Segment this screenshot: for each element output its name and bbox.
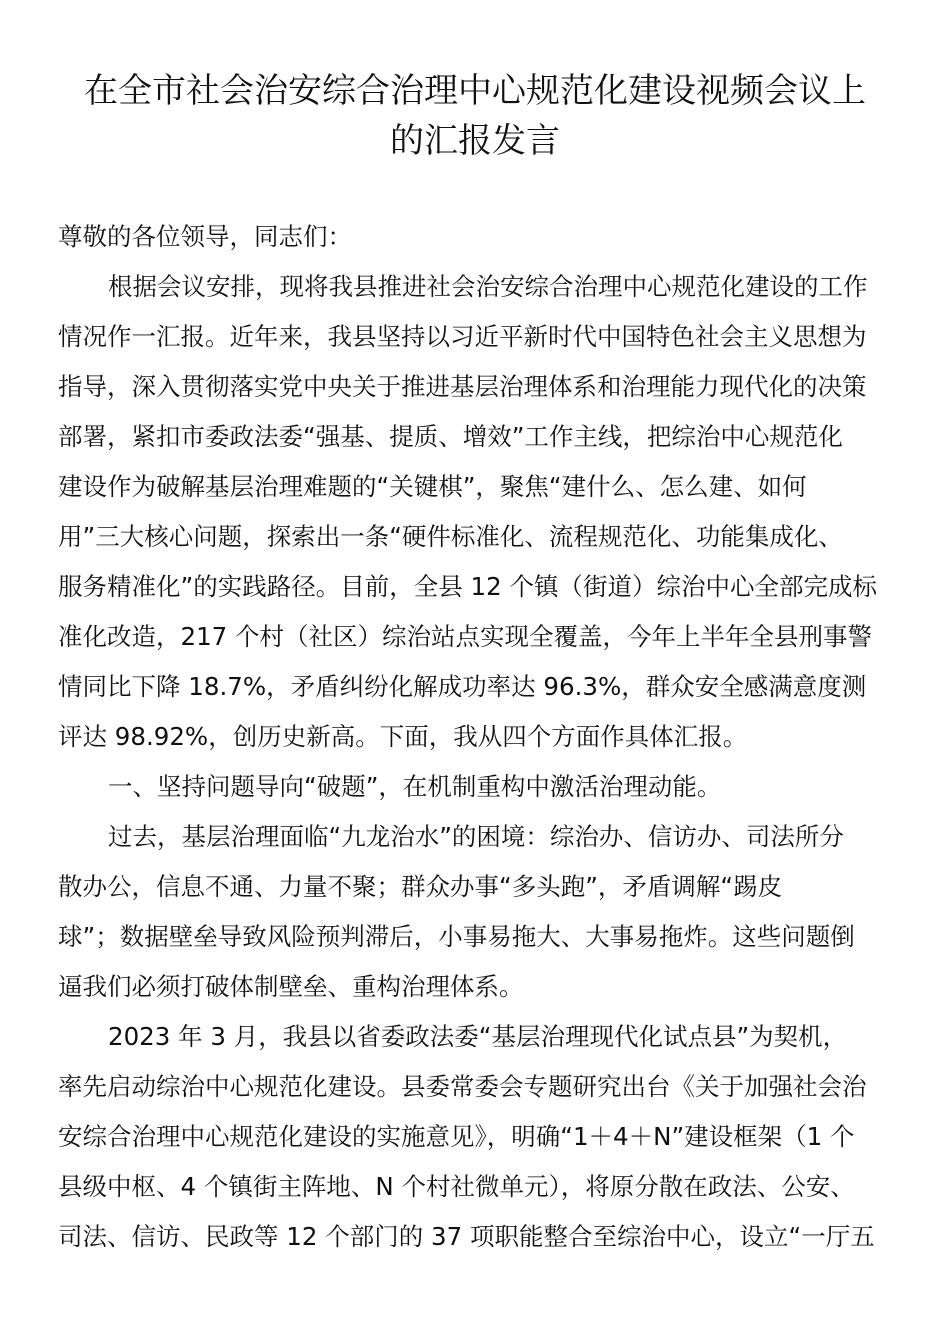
body-lines	[58, 262, 898, 1262]
title-line-2: 的汇报发言	[390, 121, 560, 161]
body-line: 司法、信访、民政等 12 个部门的 37 项职能整合至综治中心，设立“一厅五	[58, 1222, 875, 1251]
body-line: 一、坚持问题导向“破题”，在机制重构中激活治理动能。	[108, 772, 722, 801]
body-line: 部署，紧扣市委政法委“强基、提质、增效”工作主线，把综治中心规范化	[58, 422, 843, 451]
body-line: 过去，基层治理面临“九龙治水”的困境：综治办、信访办、司法所分	[108, 822, 844, 851]
body-line: 县级中枢、4 个镇街主阵地、N 个村社微单元），将原分散在政法、公安、	[58, 1172, 855, 1201]
body-line: 逼我们必须打破体制壁垒、重构治理体系。	[58, 972, 524, 1001]
title-line-1: 在全市社会治安综合治理中心规范化建设视频会议上	[84, 71, 866, 111]
body-line: 建设作为破解基层治理难题的“关键棋”，聚焦“建什么、怎么建、如何	[58, 472, 807, 501]
body-line: 安综合治理中心规范化建设的实施意见》，明确“1＋4＋N”建设框架（1 个	[58, 1122, 855, 1151]
body-line: 根据会议安排，现将我县推进社会治安综合治理中心规范化建设的工作	[108, 272, 868, 301]
body-line: 散办公，信息不通、力量不聚；群众办事“多头跑”，矛盾调解“踢皮	[58, 872, 783, 901]
body-line: 服务精准化”的实践路径。目前，全县 12 个镇（街道）综治中心全部完成标	[58, 572, 877, 601]
document-body	[58, 212, 898, 1262]
body-line: 情况作一汇报。近年来，我县坚持以习近平新时代中国特色社会主义思想为	[58, 322, 867, 351]
body-line: 球”；数据壁垒导致风险预判滞后，小事易拖大、大事易拖炸。这些问题倒	[58, 922, 855, 951]
body-line: 情同比下降 18.7%，矛盾纠纷化解成功率达 96.3%，群众安全感满意度测	[58, 672, 867, 701]
body-line: 用”三大核心问题，探索出一条“硬件标准化、流程规范化、功能集成化、	[58, 522, 843, 551]
body-line: 准化改造，217 个村（社区）综治站点实现全覆盖，今年上半年全县刑事警	[58, 622, 873, 651]
document-title	[40, 66, 910, 166]
body-line: 指导，深入贯彻落实党中央关于推进基层治理体系和治理能力现代化的决策	[58, 372, 867, 401]
body-line: 2023 年 3 月，我县以省委政法委“基层治理现代化试点县”为契机，	[108, 1022, 848, 1051]
salutation: 尊敬的各位领导，同志们：	[58, 222, 352, 251]
body-line: 评达 98.92%，创历史新高。下面，我从四个方面作具体汇报。	[58, 722, 748, 751]
body-line: 率先启动综治中心规范化建设。县委常委会专题研究出台《关于加强社会治	[58, 1072, 867, 1101]
